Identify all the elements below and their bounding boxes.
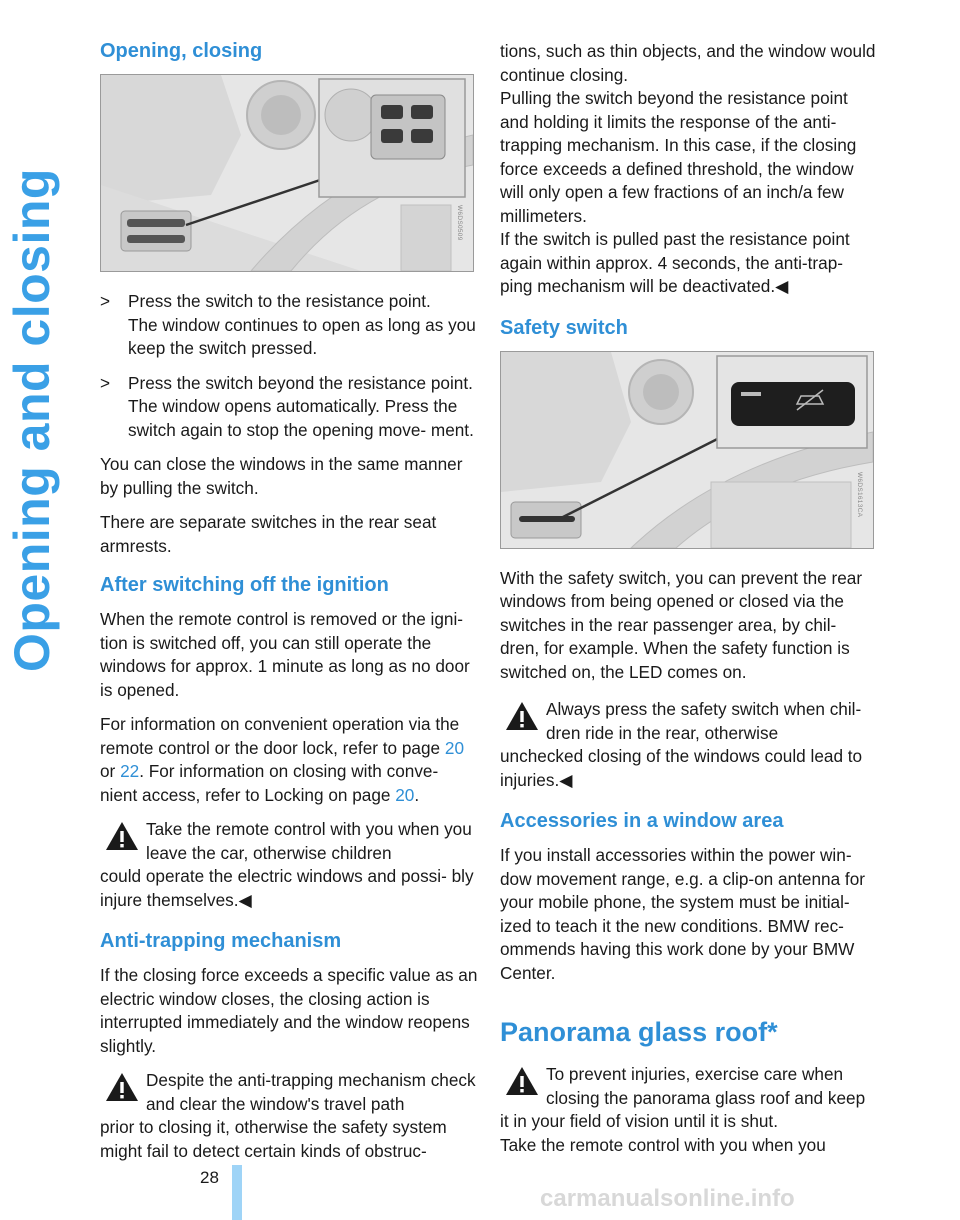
watermark: carmanualsonline.info: [540, 1185, 795, 1212]
text: For information on convenient operation via the remote control or the door lock, refer to page: [100, 714, 460, 758]
figure-window-switches: [100, 74, 474, 272]
right-column: [500, 40, 878, 1168]
text: .: [414, 784, 420, 805]
paragraph: When the remote control is removed or the igni- tion is switched off, you can still operate the windows for approx. 1 minute as long as no door is opened.: [100, 609, 470, 700]
warning-note: [500, 698, 878, 792]
paragraph: There are separate switches in the rear seat armrests.: [100, 512, 437, 556]
heading-panorama-roof: Panorama glass roof*: [500, 1017, 778, 1047]
warning-text: To prevent injuries, exercise care when closing the panorama glass roof and keep: [546, 1064, 866, 1108]
warning-note: [500, 1063, 878, 1134]
heading-anti-trapping: Anti-trapping mechanism: [100, 930, 342, 952]
chapter-side-title: Opening and closing: [4, 168, 60, 672]
bullet-text: The window continues to open as long as you keep the switch pressed.: [128, 314, 476, 358]
warning-text: could operate the electric windows and possi- bly injure themselves.◀: [100, 866, 474, 910]
page-link-20[interactable]: 20: [395, 784, 415, 805]
warning-text: unchecked closing of the windows could lead to injuries.◀: [500, 746, 863, 790]
heading-opening-closing: Opening, closing: [100, 40, 263, 62]
paragraph: If you install accessories within the power win- dow movement range, e.g. a clip-on antenna for your mobile phone, the system must be initial- ized to teach it the new conditions. BMW rec- ommends having this work done by your BMW Center.: [500, 845, 865, 983]
paragraph: Take the remote control with you when you: [500, 1134, 826, 1155]
bullet-text: The window opens automatically. Press the switch again to stop the opening move- ment.: [128, 396, 474, 440]
page-link-20[interactable]: 20: [444, 737, 465, 758]
page-number: 28: [200, 1168, 219, 1187]
bullet-marker: >: [100, 291, 111, 311]
warning-triangle-icon: [504, 1065, 540, 1097]
warning-triangle-icon: [104, 820, 140, 852]
bullet-item: [100, 372, 478, 443]
text: or: [100, 761, 121, 781]
warning-text: it in your field of vision until it is shut.: [500, 1111, 778, 1131]
window-switch-illustration: [101, 75, 473, 271]
paragraph: If the switch is pulled past the resistance point again within approx. 4 seconds, the anti-trap- ping mechanism will be deactivated.◀: [500, 229, 850, 296]
left-column: [100, 30, 478, 1175]
warning-triangle-icon: [504, 700, 540, 732]
warning-text: Always press the safety switch when chil- dren ride in the rear, otherwise: [546, 699, 862, 743]
text: . For information on closing with conve- nient access, refer to Locking on page: [100, 761, 439, 805]
bullet-text: Press the switch beyond the resistance point.: [128, 372, 473, 393]
warning-triangle-icon: [104, 1071, 140, 1103]
warning-text: prior to closing it, otherwise the safety system might fail to detect certain kinds of obstruc-: [100, 1117, 447, 1161]
paragraph: Pulling the switch beyond the resistance point and holding it limits the response of the anti- trapping mechanism. In this case, if the closing force exceeds a defined threshold, the window will only open a few fractions of an inch/a few millimeters.: [500, 88, 857, 226]
warning-note: [100, 818, 478, 912]
paragraph: If the closing force exceeds a specific value as an electric window closes, the closing action is interrupted immediately and the window reopens slightly.: [100, 965, 478, 1056]
page-link-22[interactable]: 22: [120, 761, 140, 781]
paragraph: You can close the windows in the same manner by pulling the switch.: [100, 454, 463, 498]
heading-after-ignition: After switching off the ignition: [100, 574, 389, 596]
warning-text: Take the remote control with you when you leave the car, otherwise children: [146, 819, 472, 863]
heading-accessories: Accessories in a window area: [500, 810, 784, 832]
bullet-marker: >: [100, 372, 111, 393]
warning-text: Despite the anti-trapping mechanism check and clear the window's travel path: [146, 1070, 476, 1114]
paragraph-cross-reference: [100, 713, 478, 807]
figure-safety-switch: [500, 351, 874, 549]
page-marker-bar: [232, 1165, 242, 1220]
bullet-item: [100, 290, 478, 361]
figure-code: W6DS1613CA: [856, 471, 863, 517]
safety-switch-illustration: [501, 352, 873, 548]
paragraph: tions, such as thin objects, and the window would continue closing.: [500, 41, 876, 85]
warning-note: [100, 1069, 478, 1163]
figure-code: W6DS0509: [456, 205, 463, 241]
heading-safety-switch: Safety switch: [500, 316, 628, 339]
bullet-text: Press the switch to the resistance point.: [128, 291, 431, 311]
paragraph: With the safety switch, you can prevent the rear windows from being opened or closed via the switches in the rear passenger area, by chil- dren, for example. When the safety function is switched on, the LED comes on.: [500, 567, 863, 682]
